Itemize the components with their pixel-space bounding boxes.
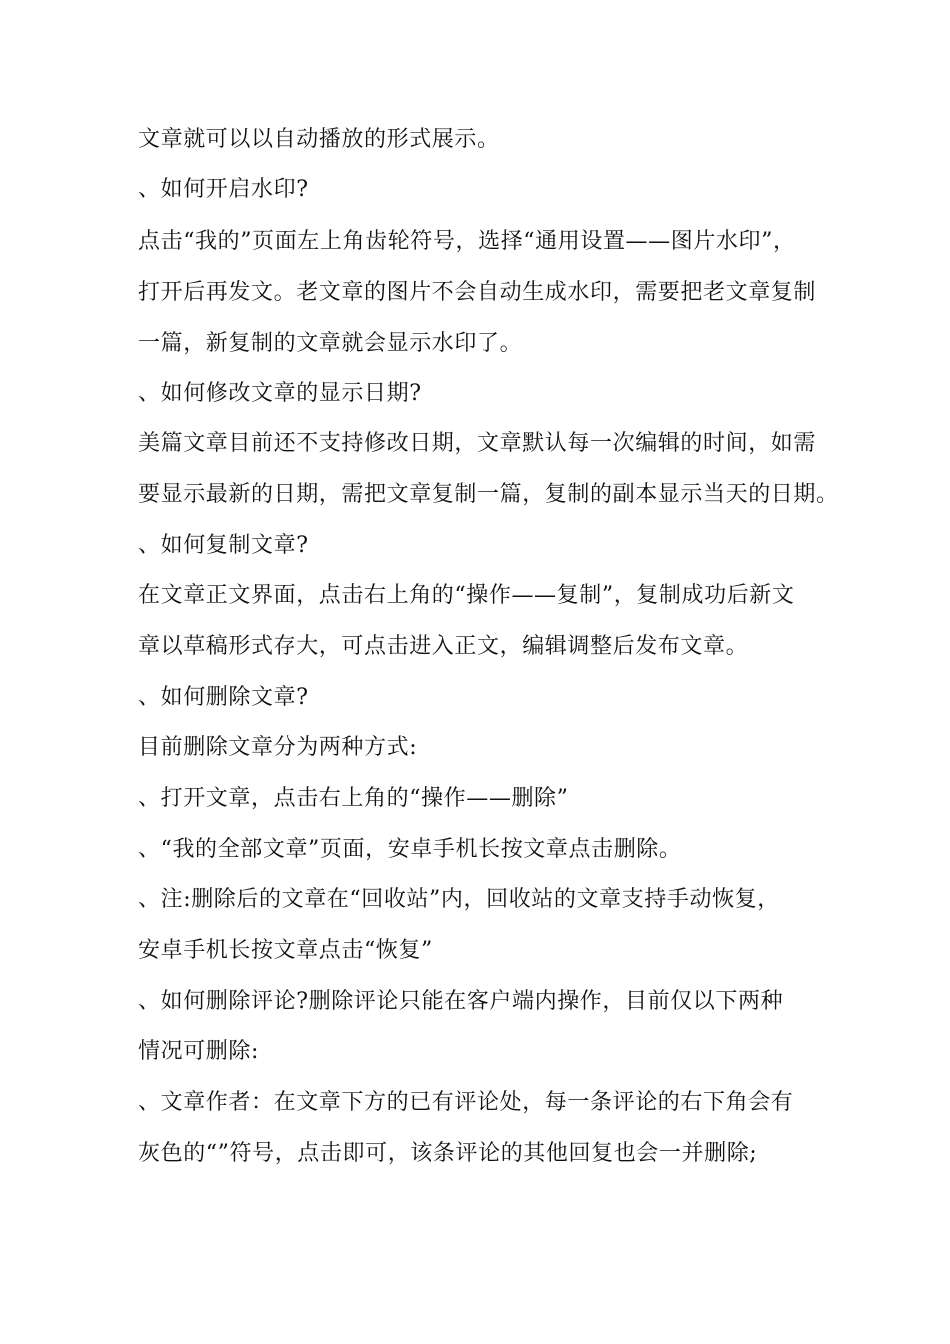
heading-copy-article: 、如何复制文章? <box>138 533 309 558</box>
heading-modify-date: 、如何修改文章的显示日期? <box>138 381 422 406</box>
list-item: 、打开文章，点击右上角的“操作——删除” <box>138 786 569 811</box>
text-line: 要显示最新的日期，需把文章复制一篇，复制的副本显示当天的日期。 <box>138 482 839 507</box>
text-line: 灰色的“”符号，点击即可，该条评论的其他回复也会一并删除; <box>138 1141 758 1166</box>
text-line: 情况可删除: <box>138 1039 260 1064</box>
heading-delete-article: 、如何删除文章? <box>138 685 309 710</box>
text-line: 目前删除文章分为两种方式: <box>138 735 418 760</box>
list-item: 、“我的全部文章”页面，安卓手机长按文章点击删除。 <box>138 837 682 862</box>
text-line: 在文章正文界面，点击右上角的“操作——复制”，复制成功后新文 <box>138 583 795 608</box>
heading-delete-comment: 、如何删除评论?删除评论只能在客户端内操作，目前仅以下两种 <box>138 989 784 1014</box>
text-line: 打开后再发文。老文章的图片不会自动生成水印，需要把老文章复制 <box>138 280 817 305</box>
text-line: 章以草稿形式存大，可点击进入正文，编辑调整后发布文章。 <box>138 634 749 659</box>
list-item: 、注:删除后的文章在“回收站”内，回收站的文章支持手动恢复， <box>138 887 780 912</box>
list-item: 、文章作者：在文章下方的已有评论处，每一条评论的右下角会有 <box>138 1090 794 1115</box>
text-line: 安卓手机长按文章点击“恢复” <box>138 938 433 963</box>
text-line: 点击“我的”页面左上角齿轮符号，选择“通用设置——图片水印”， <box>138 229 796 254</box>
heading-enable-watermark: 、如何开启水印? <box>138 177 309 202</box>
text-line: 文章就可以以自动播放的形式展示。 <box>138 127 500 152</box>
text-line: 一篇，新复制的文章就会显示水印了。 <box>138 331 523 356</box>
text-line: 美篇文章目前还不支持修改日期，文章默认每一次编辑的时间，如需 <box>138 431 817 456</box>
